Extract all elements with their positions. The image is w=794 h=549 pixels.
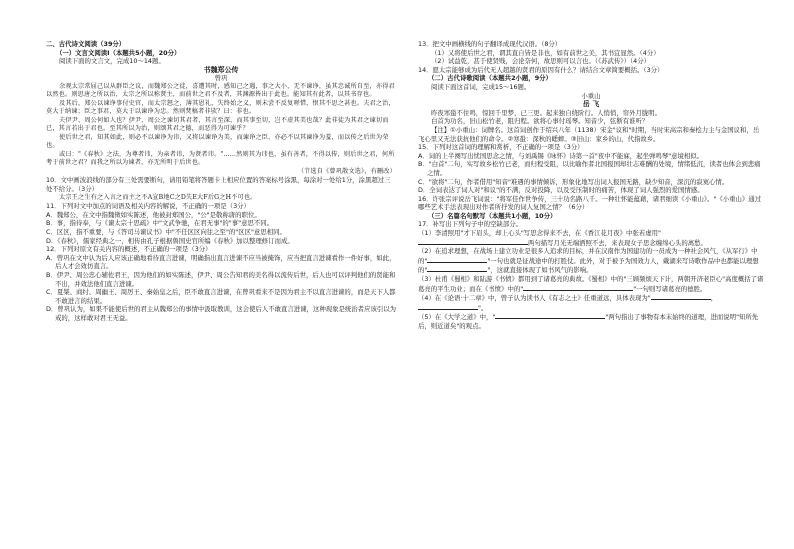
q17-item-3 bbox=[418, 275, 764, 293]
q17-item-2 bbox=[418, 247, 764, 275]
poem-note: 【注】①小重山：词牌名。这首词创作于绍兴八年（1138）宋金"议和"时期，当时宋高宗和秦桧力主与金国议和，岳飞心里又无法获抗他们的命令。②寒蛩：深秋的蟋蟀。③旧山：家乡的山，代指故乡。 bbox=[418, 125, 760, 143]
right-column bbox=[418, 40, 764, 331]
q15-option: C．"欲将"二句，作者借用"知音"难遇的事情倾诉，形象化地写出词人报国无路，缺少知音，深沉的寂寞心情。 bbox=[418, 177, 729, 186]
q11-option: C．区区，指不重要，与《答司马谏议书》中"不任区区向往之至"的"区区"意思相同。 bbox=[46, 227, 286, 236]
passage-source: （节选自《曾巩散文选》，有删改） bbox=[297, 167, 396, 175]
q17-text: "一句也就是征战途中的打胜仗。此外，对于被予为国效力人，戴湖来写诗歌作品中也都能以理想的" bbox=[418, 256, 759, 275]
section-title: 二、古代诗文阅读（39分） bbox=[46, 40, 126, 48]
q12-option: A．曾巩在文中认为后人应该正确地看待直言进谏，明确指出直言进谏不应当被掩饰，应当把直言进谏看作一件好事，如此，后人才会效仿直言。 bbox=[46, 253, 396, 271]
answer-blank[interactable] bbox=[523, 284, 633, 291]
q17-text: （5）在《大学之道》中，" bbox=[418, 313, 496, 322]
answer-blank[interactable] bbox=[651, 293, 711, 300]
poem-line: 白首为功名，旧山松竹老，阻归程。欲将心事付瑶琴。知音少，弦断有谁听？ bbox=[431, 117, 649, 126]
q12-option: D．曾巩认为，如果不能使后世的君主从魏郑公的事情中汲取教训，这会使后人不敢直言进谏，这种现象是统治者应该引以为戒的，这样敢对君王无益。 bbox=[46, 305, 397, 322]
passage-intro: 阅读下面的文言文，完成10～14题。 bbox=[59, 57, 165, 66]
question-15: 15．下列对这首词的理解和赏析，不正确的一项是（3分） bbox=[418, 143, 584, 152]
q17-text: 两句描写月光无端洒照不去，来表现女子思念缠绵心头的离愁。 bbox=[528, 238, 707, 247]
poem-intro: 阅读下面这首词，完成15～16题。 bbox=[431, 82, 531, 91]
q10-sentence: 太宗王之生有之入言之而主之不A宣B地C之D失E大F后G之H不可也。 bbox=[59, 193, 257, 201]
q17-text: "两句指出了事物有本末始终的道理，进而说明"知所先后，则近道矣"的观点。 bbox=[418, 313, 759, 330]
passage-title: 书魏郑公传 bbox=[203, 65, 239, 74]
q17-text: "，这就直接体现了如书风气的影响。 bbox=[487, 266, 593, 275]
q11-option: D．《春秋》，儒家经典之一，相传由孔子根据鲁国史官所编《春秋》加以整理修订而成。 bbox=[46, 236, 294, 245]
poem-line: 昨夜寒蛩不住鸣，惊回千里梦，已三更。起来独自绕阶行。人悄悄，帘外月胧明。 bbox=[431, 108, 662, 117]
left-column bbox=[46, 40, 396, 322]
q17-text: "。 bbox=[478, 303, 488, 312]
subsection-title: （一）文言文阅读Ⅰ（本题共5小题，20分） bbox=[56, 48, 181, 57]
q13-item: （1）又将使后世之君，谓其直自皆是非也，如有前世之美，其书宜显然。（4分） bbox=[431, 48, 660, 57]
answer-blank[interactable] bbox=[418, 303, 478, 310]
answer-blank[interactable] bbox=[495, 312, 605, 319]
q17-text: （2）在追求理想，在战场上建立功业是很多人追求的目标，并在汉南作为国建功的一员成为一种社会风气，《从军行》中的" bbox=[418, 247, 758, 265]
answer-blank[interactable] bbox=[427, 265, 487, 272]
q15-option: B．"白首"二句，实写故乡松竹已老，而归程受阻，以比喻作者北国报国却壮志难酬的处境，情绪低沉，读者也体会到悲痛之情。 bbox=[418, 160, 761, 177]
subsection-title: （三）名篇名句默写（本题共1小题，10分） bbox=[428, 211, 557, 220]
q15-option: D．全词表达了词人对"和议"的不满，反对投降，以及受压制时的痛苦，体现了词人强烈的爱国情感。 bbox=[418, 186, 704, 195]
question-17: 17．补写出下列句子中的空缺部分。 bbox=[418, 220, 522, 229]
passage-paragraph: 夫伊尹、周公何如人也？伊尹、周公之谏切其君者，其言至深，而其事至切，岂不虚其美也哉？此非徒为其君之谏切而已，其言若出于君也。至其所以为治，则颂其君之德，而恶得为可谏乎？ bbox=[46, 116, 389, 133]
q12-option: B．伊尹、周公忠心辅佐君王，因为他们的如实陈述，伊尹、周公告知君的美名得以流传后世，后人也可以评判他们的贤能和不出，并效法他们直言进谏。 bbox=[46, 270, 396, 288]
q17-item-1 bbox=[418, 229, 764, 247]
passage-paragraph: 余观太宗常屈己以从群臣之议，而魏郑公之徒，喜遭其时，感知己之遇，事之大小，无不谏诤，虽其忠诚所自至，亦得君以然也。则思唐之所以治，太宗之所以称贤主，而前世之君不及者，其渊源皆出于此也。能知其有此者，以其书存也。 bbox=[46, 82, 395, 99]
question-14: 14．愿太宗能够成为后代无人超越的贤君的原因有什么？请结合文章简要概括。（3分） bbox=[418, 65, 664, 74]
q12-option: C．夏桀、商纣、周幽王、周厉王、秦始皇之后，臣不敢直言进谏，在曾巩看来不是因为君主不以直言进谏的，而是天下人都不敢进言的结果。 bbox=[46, 288, 396, 305]
question-12: 12．下列对原文有关内容的概述，不正确的一项是（3分） bbox=[46, 245, 212, 254]
passage-author: 曾巩 bbox=[214, 74, 228, 83]
question-10: 10．文中画波浪线的部分有三处需要断句，请用铅笔将答题卡上相应位置的答案标号涂黑，每涂对一处给1分，涂黑超过三处不给分。（3分） bbox=[46, 176, 391, 194]
q17-item-4 bbox=[418, 293, 764, 312]
poem-author: 岳 飞 bbox=[582, 100, 600, 109]
answer-blank[interactable] bbox=[427, 256, 487, 263]
q17-item-5 bbox=[418, 312, 764, 330]
q15-option: A．词的上半阕写出忧国思念之情，与刘禹锡《咏怀》诗第一首"夜中不能寐，起坐弹鸣琴"意境相似。 bbox=[418, 151, 704, 160]
q17-text: （3）杜甫《蜀相》和陆游《书愤》都用到了诸葛亮的典故。《蜀相》中的"三顾频烦天下计，两朝开济老臣心"高度概括了诸葛亮的平生功业；而在《书愤》中的" bbox=[418, 275, 764, 293]
passage-paragraph: 使后世之君，知其如此，则必不以谏诤为讳，又将以谏诤为美，而谏诤之臣，亦必不以其谏诤为羞，而以传之后世为荣也。 bbox=[46, 133, 389, 150]
q11-option: B．事，指待奉，与《谏太宗十思疏》中"文武争驰，在君无事"的"事"意思不同。 bbox=[46, 219, 274, 228]
answer-blank[interactable] bbox=[418, 238, 528, 245]
q17-text: （4）在《论语·十二章》中，曾子认为读书人《有志之士》任重道远，具体表现为" bbox=[418, 294, 651, 303]
q17-text: "一句则写诸葛亮的德胜。 bbox=[633, 284, 707, 293]
q17-text: ， bbox=[710, 294, 718, 303]
q11-option: A．魏郑公，在文中指魏徵如实陈述，他被封郑国公，"公"是敬称唐的职位。 bbox=[46, 210, 261, 219]
question-13: 13．把文中画横线的句子翻译成现代汉语。（8分） bbox=[418, 40, 562, 48]
question-11: 11．下列对文中加点的词语及相关内容的解说，不正确的一项是（3分） bbox=[46, 202, 250, 211]
q17-text: （1）李清照用"才下眉头，却上心头"写思念得来不去，在《香江花月夜》中张若虚用" bbox=[418, 229, 661, 238]
question-16: 16．许张宗评说岳飞词说："将军佳作世争传，三十功名路八千。一种壮怀能蕴藉，诸君细读《小重山》。"《小重山》通过哪些艺术手法表现出对作者所抒发的词人复国之情？（6分） bbox=[418, 194, 762, 212]
subsection-title: （二）古代诗歌阅读（本题共2小题，9分） bbox=[428, 74, 552, 83]
poem-title: 小重山 bbox=[581, 91, 601, 100]
passage-paragraph: 或曰："《春秋》之法，为尊者讳，为亲者讳，为贤者讳。"……然则其为讳也，虽有善者，不得以传，则后世之君，何所考于前世之君？而我之所以为谏者，亦无所明于后世也。 bbox=[46, 150, 395, 167]
q13-item: （2）试益乾，甚于使贤贱，会论奈何，故思则可以言也。（《苏武传》）（4分） bbox=[431, 57, 651, 66]
passage-paragraph: 及其后，郑公以谏诤事付史官，而太宗怒之，薄其恩礼，失终始之义，则未尝不反复嗟惜，恨其不思之甚也。夫君之治，莫大于纳谏；臣之事君，莫大于以谏诤为忠。然则焚稿者非欤？曰：非也。 bbox=[46, 99, 395, 116]
